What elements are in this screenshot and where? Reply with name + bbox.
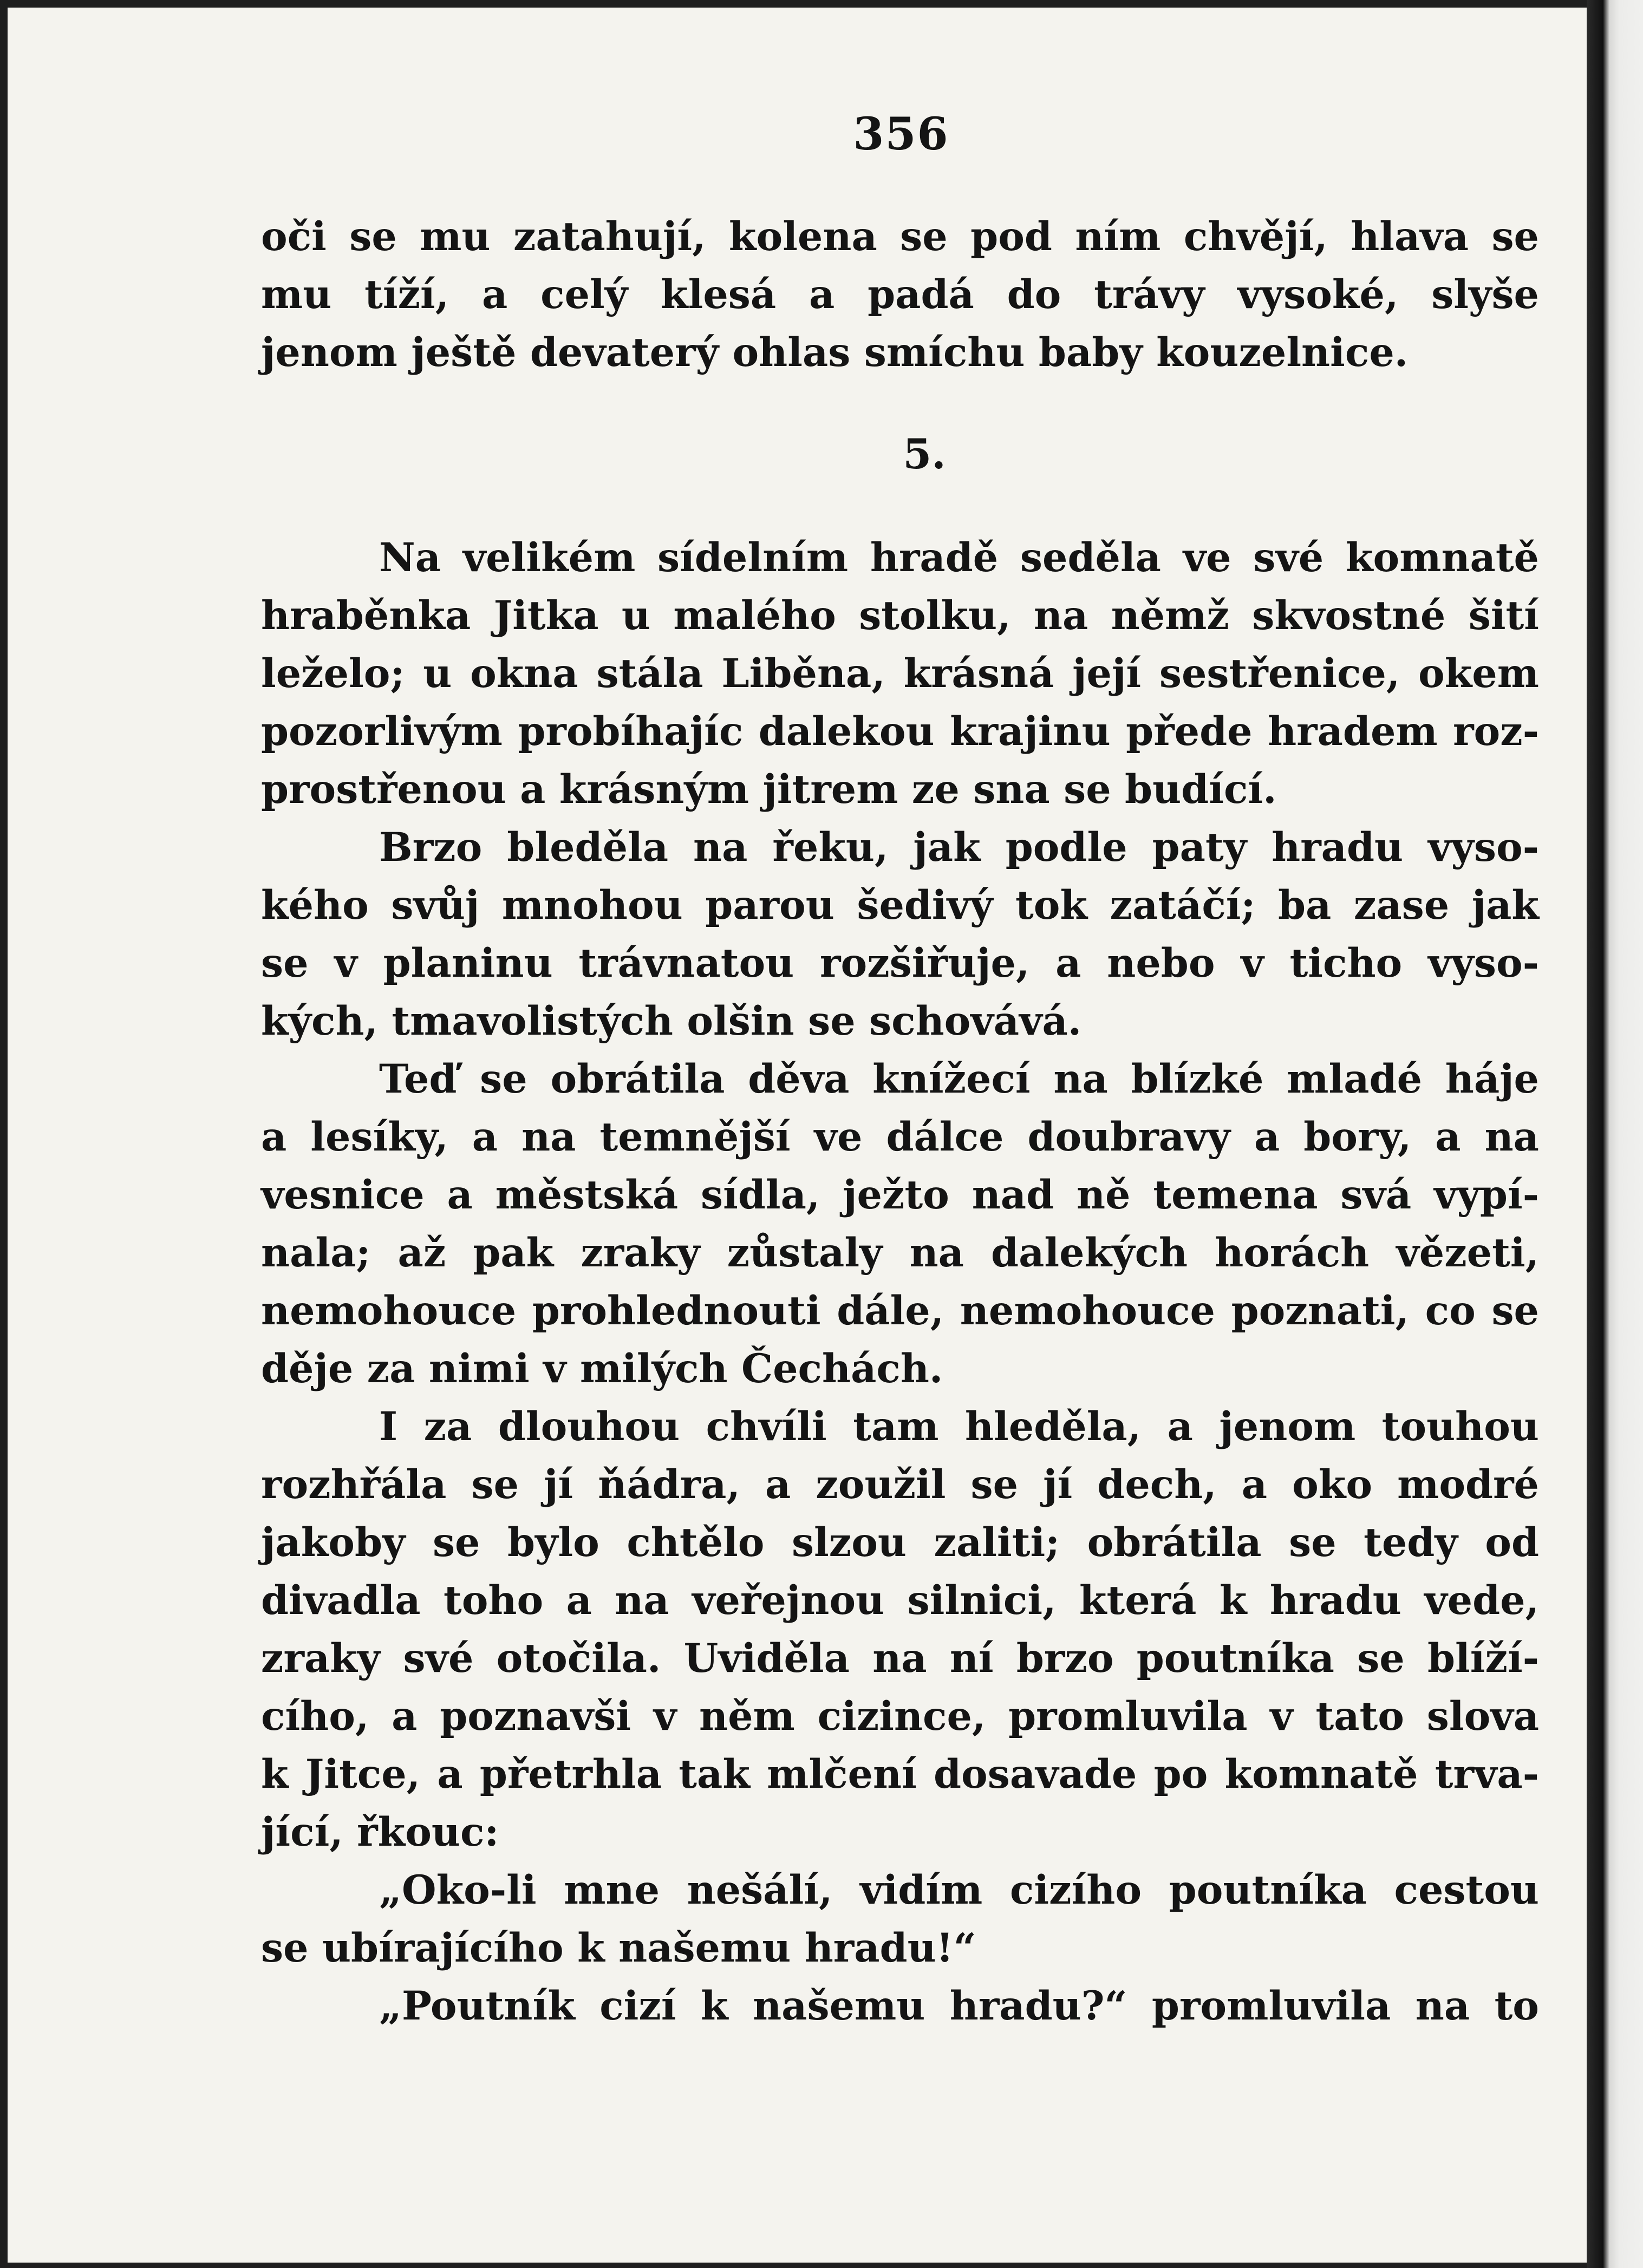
page-number: 356 xyxy=(853,108,949,160)
text-line: prostřenou a krásným jitrem ze sna se budící. xyxy=(261,766,1277,813)
text-line: zraky své otočila. Uviděla na ní brzo poutníka se blíží- xyxy=(261,1635,1539,1682)
text-block xyxy=(261,208,1539,2035)
text-line: vesnice a městská sídla, ježto nad ně temena svá vypí- xyxy=(261,1172,1539,1218)
text-line: I za dlouhou chvíli tam hleděla, a jenom touhou xyxy=(379,1403,1539,1450)
text-line: Brzo bleděla na řeku, jak podle paty hradu vyso- xyxy=(379,824,1539,871)
text-line: „Oko-li mne nešálí, vidím cizího poutníka cestou xyxy=(379,1867,1539,1913)
text-line: pozorlivým probíhajíc dalekou krajinu přede hradem roz- xyxy=(261,708,1539,755)
text-line: k Jitce, a přetrhla tak mlčení dosavade po komnatě trva- xyxy=(261,1751,1539,1798)
text-line: nemohouce prohlednouti dále, nemohouce poznati, co se xyxy=(261,1287,1539,1334)
text-line: oči se mu zatahují, kolena se pod ním chvějí, hlava se xyxy=(261,213,1539,260)
section-heading xyxy=(261,382,1539,486)
text-line: „Poutník cizí k našemu hradu?“ promluvila na to xyxy=(379,1983,1539,2029)
text-line: jící, řkouc: xyxy=(261,1809,499,1855)
text-line: kých, tmavolistých olšin se schovává. xyxy=(261,998,1082,1044)
section-number: 5. xyxy=(903,430,946,478)
text-line: a lesíky, a na temnější ve dálce doubravy a bory, a na xyxy=(261,1114,1539,1160)
text-line: divadla toho a na veřejnou silnici, která k hradu vede, xyxy=(261,1577,1539,1624)
text-line: leželo; u okna stála Liběna, krásná její sestřenice, okem xyxy=(261,650,1539,697)
book-page xyxy=(8,8,1587,2263)
text-line: mu tíží, a celý klesá a padá do trávy vysoké, slyše xyxy=(261,271,1539,318)
text-line: Na velikém sídelním hradě seděla ve své komnatě xyxy=(379,534,1539,581)
text-line: jakoby se bylo chtělo slzou zaliti; obrátila se tedy od xyxy=(261,1519,1539,1566)
text-line: se ubírajícího k našemu hradu!“ xyxy=(261,1925,976,1971)
text-line: se v planinu trávnatou rozšiřuje, a nebo v ticho vyso- xyxy=(261,940,1539,986)
text-line: rozhřála se jí ňádra, a zoužil se jí dech, a oko modré xyxy=(261,1461,1539,1508)
text-line: Teď se obrátila děva knížecí na blízké mladé háje xyxy=(379,1056,1539,1102)
text-line: hraběnka Jitka u malého stolku, na němž skvostné šití xyxy=(261,592,1539,639)
text-line: cího, a poznavši v něm cizince, promluvila v tato slova xyxy=(261,1693,1539,1740)
page-edge-shadow xyxy=(1587,0,1643,2268)
text-line: kého svůj mnohou parou šedivý tok zatáčí; ba zase jak xyxy=(261,882,1539,929)
text-line: jenom ještě devaterý ohlas smíchu baby kouzelnice. xyxy=(261,329,1409,376)
text-line: nala; až pak zraky zůstaly na dalekých horách vězeti, xyxy=(261,1230,1539,1276)
text-line: děje za nimi v milých Čechách. xyxy=(261,1345,943,1392)
